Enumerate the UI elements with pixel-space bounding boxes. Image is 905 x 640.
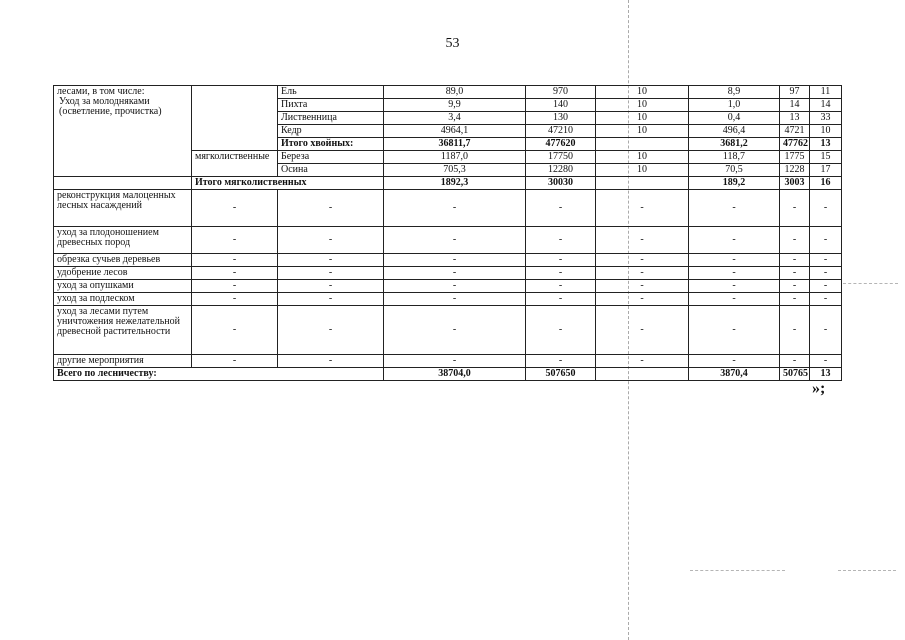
activity-value-cell: - [780,254,810,267]
area-cell: 1187,0 [384,151,526,164]
annual-area-cell: 118,7 [689,151,780,164]
activity-value-cell: - [278,355,384,368]
period-cell: 10 [596,164,689,177]
volume-cell: 130 [526,112,596,125]
grand-total-row [54,368,842,381]
activity-value-cell: - [192,267,278,280]
period-cell [596,138,689,151]
period-cell: 10 [596,151,689,164]
activity-value-cell: - [278,227,384,254]
work-type-cell [54,86,192,177]
area-cell: 38704,0 [384,368,526,381]
volume-cell: 140 [526,99,596,112]
scan-artifact-line [690,570,785,572]
activity-value-cell: - [526,293,596,306]
activity-value-cell: - [780,355,810,368]
percent-cell: 10 [810,125,842,138]
area-cell: 1892,3 [384,177,526,190]
activity-label: уход за подлеском [54,293,192,306]
scan-artifact-line [838,570,896,572]
activity-value-cell: - [526,306,596,355]
area-cell: 705,3 [384,164,526,177]
table-row [54,355,842,368]
activity-value-cell: - [596,355,689,368]
table-row [54,306,842,355]
activity-value-cell: - [596,306,689,355]
percent-cell: 14 [810,99,842,112]
activity-value-cell: - [192,280,278,293]
annual-volume-cell: 47762 [780,138,810,151]
area-cell: 9,9 [384,99,526,112]
table-body [54,86,842,381]
activity-value-cell: - [689,280,780,293]
percent-cell: 16 [810,177,842,190]
activity-value-cell: - [192,293,278,306]
table-row [54,190,842,227]
activity-value-cell: - [278,190,384,227]
percent-cell: 11 [810,86,842,99]
activity-label: удобрение лесов [54,267,192,280]
activity-value-cell: - [192,355,278,368]
volume-cell: 17750 [526,151,596,164]
period-cell: 10 [596,86,689,99]
activity-value-cell: - [526,355,596,368]
activity-value-cell: - [278,306,384,355]
species-cell: Кедр [278,125,384,138]
annual-volume-cell: 13 [780,112,810,125]
activity-value-cell: - [384,306,526,355]
activity-label: уход за опушками [54,280,192,293]
softwood-group-label: мягколиственные [192,151,278,177]
volume-cell: 47210 [526,125,596,138]
activity-value-cell: - [384,254,526,267]
activity-value-cell: - [526,190,596,227]
activity-value-cell: - [596,293,689,306]
activity-value-cell: - [384,227,526,254]
period-cell: 10 [596,99,689,112]
period-cell: 10 [596,112,689,125]
softwood-total-label: Итого мягколиственных [192,177,384,190]
area-cell: 3,4 [384,112,526,125]
activity-value-cell: - [596,267,689,280]
activity-value-cell: - [192,227,278,254]
activity-value-cell: - [689,254,780,267]
activity-value-cell: - [596,254,689,267]
activity-value-cell: - [689,227,780,254]
volume-cell: 477620 [526,138,596,151]
activity-value-cell: - [192,306,278,355]
activity-value-cell: - [689,267,780,280]
species-cell: Пихта [278,99,384,112]
activity-value-cell: - [192,190,278,227]
activity-value-cell: - [384,293,526,306]
activity-value-cell: - [810,355,842,368]
empty-work-cell [54,177,192,190]
annual-volume-cell: 3003 [780,177,810,190]
activity-value-cell: - [278,293,384,306]
work-label-line1: лесами, в том числе: [57,86,145,97]
annual-area-cell: 70,5 [689,164,780,177]
annual-area-cell: 3681,2 [689,138,780,151]
volume-cell: 30030 [526,177,596,190]
work-label-line2: Уход за молодняками (осветление, прочистка) [59,96,162,117]
annual-area-cell: 496,4 [689,125,780,138]
activity-value-cell: - [780,280,810,293]
period-cell [596,177,689,190]
annual-volume-cell: 97 [780,86,810,99]
activity-value-cell: - [384,355,526,368]
activity-value-cell: - [278,280,384,293]
activity-value-cell: - [689,355,780,368]
activity-label: другие мероприятия [54,355,192,368]
activity-value-cell: - [810,306,842,355]
annual-area-cell: 0,4 [689,112,780,125]
species-cell: Ель [278,86,384,99]
activity-value-cell: - [384,267,526,280]
activity-value-cell: - [596,227,689,254]
scan-artifact-line [843,283,898,285]
activity-value-cell: - [278,267,384,280]
annual-area-cell: 8,9 [689,86,780,99]
conifer-total-label: Итого хвойных: [278,138,384,151]
percent-cell: 17 [810,164,842,177]
activity-value-cell: - [689,293,780,306]
activity-value-cell: - [810,280,842,293]
activity-value-cell: - [780,293,810,306]
volume-cell: 507650 [526,368,596,381]
activity-label: уход за лесами путем уничтожения нежелательной древесной растительности [54,306,192,355]
area-cell: 89,0 [384,86,526,99]
activity-value-cell: - [780,267,810,280]
activity-label: реконструкция малоценных лесных насаждений [54,190,192,227]
activity-value-cell: - [526,267,596,280]
table-row [54,267,842,280]
activity-value-cell: - [810,190,842,227]
activity-value-cell: - [810,227,842,254]
table-row [54,280,842,293]
activity-value-cell: - [526,227,596,254]
activity-value-cell: - [384,190,526,227]
species-cell: Береза [278,151,384,164]
activity-value-cell: - [810,293,842,306]
activity-label: обрезка сучьев деревьев [54,254,192,267]
period-cell [596,368,689,381]
percent-cell: 13 [810,368,842,381]
activity-value-cell: - [780,306,810,355]
annual-area-cell: 1,0 [689,99,780,112]
activity-value-cell: - [780,190,810,227]
annual-volume-cell: 14 [780,99,810,112]
area-cell: 4964,1 [384,125,526,138]
species-cell: Осина [278,164,384,177]
activity-value-cell: - [780,227,810,254]
activity-value-cell: - [384,280,526,293]
activity-value-cell: - [810,254,842,267]
activity-value-cell: - [689,190,780,227]
empty-group-cell [192,86,278,151]
activity-value-cell: - [689,306,780,355]
table-row [54,293,842,306]
activity-value-cell: - [192,254,278,267]
forest-care-table [53,85,842,381]
table-row [54,177,842,190]
annual-volume-cell: 4721 [780,125,810,138]
activity-label: уход за плодоношением древесных пород [54,227,192,254]
species-cell: Лиственница [278,112,384,125]
activity-value-cell: - [526,254,596,267]
activity-value-cell: - [596,280,689,293]
annual-volume-cell: 1228 [780,164,810,177]
volume-cell: 970 [526,86,596,99]
page-number: 53 [445,36,460,51]
activity-value-cell: - [526,280,596,293]
annual-area-cell: 189,2 [689,177,780,190]
annual-area-cell: 3870,4 [689,368,780,381]
activity-value-cell: - [810,267,842,280]
activity-value-cell: - [278,254,384,267]
closing-quote-mark: »; [812,380,826,397]
annual-volume-cell: 1775 [780,151,810,164]
percent-cell: 33 [810,112,842,125]
volume-cell: 12280 [526,164,596,177]
activity-value-cell: - [596,190,689,227]
period-cell: 10 [596,125,689,138]
table-row [54,254,842,267]
area-cell: 36811,7 [384,138,526,151]
annual-volume-cell: 50765 [780,368,810,381]
percent-cell: 15 [810,151,842,164]
table-row [54,227,842,254]
grand-total-label: Всего по лесничеству: [54,368,384,381]
percent-cell: 13 [810,138,842,151]
table-row [54,86,842,99]
